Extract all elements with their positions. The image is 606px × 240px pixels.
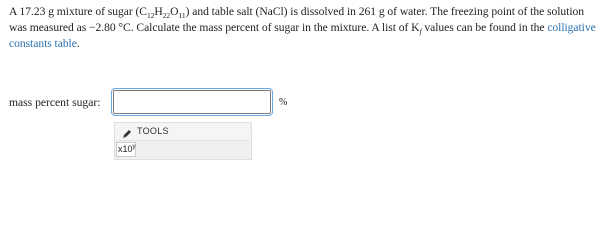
x10-base: x10 (118, 144, 133, 154)
percent-unit: % (279, 97, 288, 108)
problem-text-1: A 17.23 g mixture of sugar (C (9, 5, 147, 18)
problem-text-6: . (76, 37, 80, 50)
kf-subscript: f (419, 27, 422, 36)
mass-percent-input[interactable] (113, 90, 271, 114)
tools-title: TOOLS (137, 126, 169, 136)
problem-text-4: ) and table salt (NaCl) is dissolved in 261 g of water. The freezing point of the solution was measured as −2.80 °C. Calculate the mass percent of sugar in the mixture. A list of K (9, 5, 584, 34)
answer-label: mass percent sugar: (9, 96, 101, 109)
problem-statement (9, 4, 599, 52)
x10-exponent: y (132, 144, 136, 150)
problem-text-3: O (170, 5, 179, 18)
tools-panel (114, 122, 252, 160)
problem-text-5: values can be found in the (421, 21, 548, 34)
oxygen-subscript: 11 (178, 11, 186, 20)
scientific-notation-button[interactable] (116, 142, 136, 157)
pencil-icon (122, 126, 132, 136)
colligative-constants-link[interactable]: colligative constants table (9, 21, 596, 50)
hydrogen-subscript: 22 (162, 11, 171, 20)
tools-toggle[interactable] (115, 123, 250, 141)
problem-text-2: H (154, 5, 163, 18)
carbon-subscript: 12 (146, 11, 155, 20)
